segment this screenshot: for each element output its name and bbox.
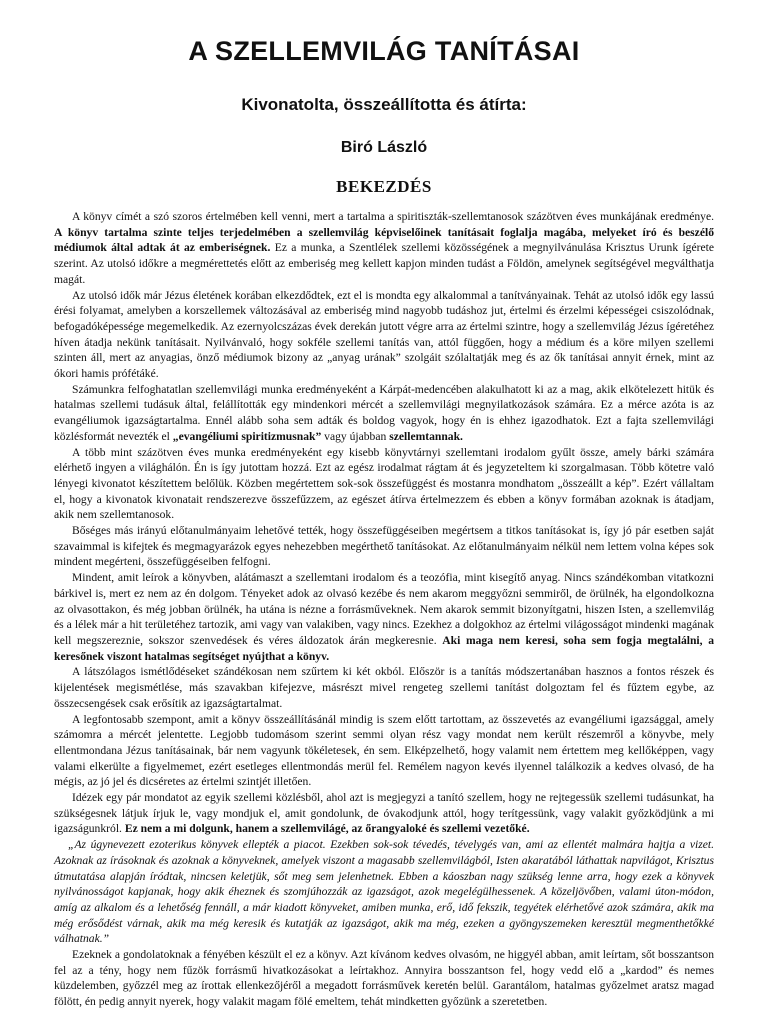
paragraph-text: A legfontosabb szempont, amit a könyv összeállításánál mindig is szem előtt tartottam, az összevetés az evangéliumi igazsággal, amely számomra a mércét jelentette. Legjobb tudomásom szerint semmi olyan rész vagy mondat nem került részemről a könyvbe, mely ellentmondana Jézus tanításainak, bár nem vagyunk tökéletesek, én sem. Elképzelhető, hogy valamit nem értettem meg kellőképpen, vagy valami elkerülte a figyelmemet, ezért esetleges ellentmondás merül fel. Remélem nagyon kevés ilyennel találkozik a kedves olvasó, de ha mégis, az jó jel és dicséretes az értelmi szintjét illetően. (54, 712, 714, 789)
paragraph-text: A könyv címét a szó szoros értelmében kell venni, mert a tartalma a spiritiszták-szellemtanosok százötven éves munkájának eredménye. (72, 210, 714, 223)
bold-text: Ez nem a mi dolgunk, hanem a szellemvilágé, az őrangyaloké és szellemi vezetőké. (124, 822, 530, 836)
paragraph-text: „Az úgynevezett ezoterikus könyvek ellepték a piacot. Ezekben sok-sok tévedés, tévelygés van, ami az ellentét malmára hajtja a vizet. Azoknak az írásoknak és azoknak a könyveknek, amelyek viszont a magasabb szellemvilágból, Isten akaratából láthattak napvilágot, Krisztus útmutatása alapján íródtak, nincsen keletjük, sőt meg sem jelenhetnek. Ebben a káoszban nagy szükség lenne arra, hogy ezek a könyvek nyilvánosságot kapjanak, hogy akik éheznek és szomjúhozzák az igazságot, azok megelégülhessenek. A közeljövőben, valami úton-módon, amíg az alkalom és a lehetőség fennáll, a már kiadott könyveket, amiben munka, erő, idő fekszik, tegyétek elérhetővé azok számára, akik ma még erősődést várnak, akik ma még keresik és kutatják az igazságot, akik ma még, ezeken a gyöngyszemeken keresztül megmenthetőkké válhatnak.” (54, 838, 714, 946)
body-paragraph (54, 947, 714, 1010)
body-paragraph (54, 712, 714, 791)
page-title: A SZELLEMVILÁG TANÍTÁSAI (188, 36, 580, 66)
document-body (54, 209, 714, 1010)
subtitle: Kivonatolta, összeállította és átírta: (241, 95, 527, 114)
quote-paragraph (54, 837, 714, 947)
paragraph-text: vagy újabban (321, 429, 390, 443)
body-paragraph (54, 209, 714, 288)
body-paragraph (54, 288, 714, 382)
paragraph-text: A látszólagos ismétlődéseket szándékosan nem szűrtem ki két okból. Először is a tanítás módszertanában hasznos a fontos részek és kijelentések megismétlése, más szavakban kifejezve, másrészt mivel rengeteg szellemi tanítást dolgoztam fel és fűztem egybe, az összecsengések csak erősítik az igazságtartalmat. (54, 665, 714, 710)
body-paragraph (54, 382, 714, 445)
body-paragraph (54, 570, 714, 664)
bold-text: szellemtannak. (389, 429, 463, 443)
section-heading: BEKEZDÉS (336, 177, 432, 196)
paragraph-text: Ez a munka, a Szentlélek szellemi közösségének a megnyilvánulása Krisztus Urunk ígérete szerint. Az utolsó időkre a megmérettetés előtt az emberiség meg kellett kapjon minden tudást a Földön, amelynek segítségével megválthatja magát. (54, 241, 714, 286)
body-paragraph (54, 523, 714, 570)
bold-text: A könyv tartalma szinte teljes terjedelmében a szellemvilág képviselőinek tanításait foglalja magába, melyeket író és beszélő médiumok által adtak át az emberiségnek. (54, 225, 714, 255)
paragraph-text: Bőséges más irányú előtanulmányaim lehetővé tették, hogy összefüggéseiben megértsem a titkos tanításokat is, így jó pár esetben saját szavaimmal is kifejtek és megmagyarázok egyes nehezebben megérthető tanításokat. Az előtanulmányaim nélkül nem lettem volna képes sok mindent megérteni, összefüggéseiben felfogni. (54, 524, 714, 569)
paragraph-text: Számunkra felfoghatatlan szellemvilági munka eredményeként a Kárpát-medencében alakulhatott ki az a mag, akik elkötelezett hitük és hatalmas szellemi tudásuk által, felállították egy mindenkori mércét a szellemvilági megnyilatkozások számára. Ez a mérce azóta is az evangéliumok igazságtartalma. Ennél alább soha sem adták és boldog vagyok, hogy én is ehhez igazodhatok. Ezt a fajta szellemvilági közlésformát nevezték el (54, 382, 714, 443)
body-paragraph (54, 445, 714, 524)
paragraph-text: A több mint százötven éves munka eredményeként egy kisebb könyvtárnyi szellemtani irodalom gyűlt össze, amely bárki számára elérhető ingyen a világhálón. Én is így jutottam hozzá. Ezt az egész irodalmat rágtam át és jegyzeteltem ki szorgalmasan. Több kötetre való lényegi kivonatot készítettem belőlük. Közben megértettem sok-sok összefüggést és mostanra mondhatom „összeállt a kép”. Ezért vállaltam el, hogy a kivonatok kivonatait rendszerezve összefűzzem, az egészet átírva értelmezzem és ebben a könyv formában azoknak is átadjam, akik nem szellemtanosok. (54, 445, 714, 522)
body-paragraph (54, 790, 714, 837)
paragraph-text: Idézek egy pár mondatot az egyik szellemi közlésből, ahol azt is megjegyzi a tanító szellem, hogy ne rejtegessük szellemi tudásunkat, ha szükségesnek látjuk írjuk le, vagy mondjuk el, amit gondolunk, de óvakodjunk attól, hogy terítgessünk, vagy valakit győzködjünk a mi igazságunkról. (54, 791, 714, 836)
paragraph-text: Az utolsó idők már Jézus életének korában elkezdődtek, ezt el is mondta egy alkalommal a tanítványainak. Tehát az utolsó idők egy lassú érési folyamat, amelyben a korszellemek változásával az emberiség mind nagyobb tudáshoz jut, értelmi és érzelmi képességei csiszolódnak, befogadóképessége megemelkedik. Az ezernyolcszázas évek derekán jutott végre arra az értelmi szintre, hogy a szellemvilág Jézus ígéretéhez híven átadja nekünk tanításait. Nyilvánvaló, hogy sokféle szellemi tanítás van, attól függően, hogy a médium és a köre milyen szellemi szinten áll, mert az anyagias, önző médiumok bizony az „anyag urának” szolgáit szólaltatják meg és az ők tanításai annyit érnek, mint az ókori hamis prófétáké. (54, 288, 714, 381)
bold-text: Aki maga nem keresi, soha sem fogja megtalálni, a keresőnek viszont hatalmas segítséget nyújthat a könyv. (54, 633, 714, 663)
author-name: Biró László (340, 139, 428, 156)
paragraph-text: Ezeknek a gondolatoknak a fényében készült el ez a könyv. Azt kívánom kedves olvasóm, ne higgyél abban, amit leírtam, sőt bosszantson fel az a tény, hogy nem fűzök forrásmű hivatkozásokat a leírtakhoz. Annyira bosszantson fel, hogy vedd elő a „kardod” és nemes küzdelemben, győzzél meg az írottak ellenkezőjéről a megadott forrásművek keretén belül. Garantálom, hatalmas győzelmet aratsz magad fölött, én pedig annyit nyerek, hogy valakit magam fölé emeltem, tehát mindketten győzünk a szeretetben. (54, 948, 714, 1009)
paragraph-text: Mindent, amit leírok a könyvben, alátámaszt a szellemtani irodalom és a teozófia, mint kisegítő anyag. Nincs szándékomban vitatkozni bárkivel is, mert ez nem az én dolgom. Tényeket adok az olvasó kezébe és nem akarom meggyőzni semmiről, de örülnék, ha elgondolkozna az olvasottakon, és még jobban örülnék, ha utána is nézne a forrásműveknek. Nem akarok semmit bizonyítgatni, hiszen Isten, a szellemvilág és a lélek már a hit területéhez tartozik, ami vagy van valakiben, vagy nincs. Ezekhez a dolgokhoz az értelmi világosságot mindenki magának kell megszereznie, sokszor szenvedések és véres áldozatok árán megkeresnie. (54, 571, 714, 647)
bold-text: „evangéliumi spiritizmusnak” (172, 429, 322, 443)
body-paragraph (54, 664, 714, 711)
